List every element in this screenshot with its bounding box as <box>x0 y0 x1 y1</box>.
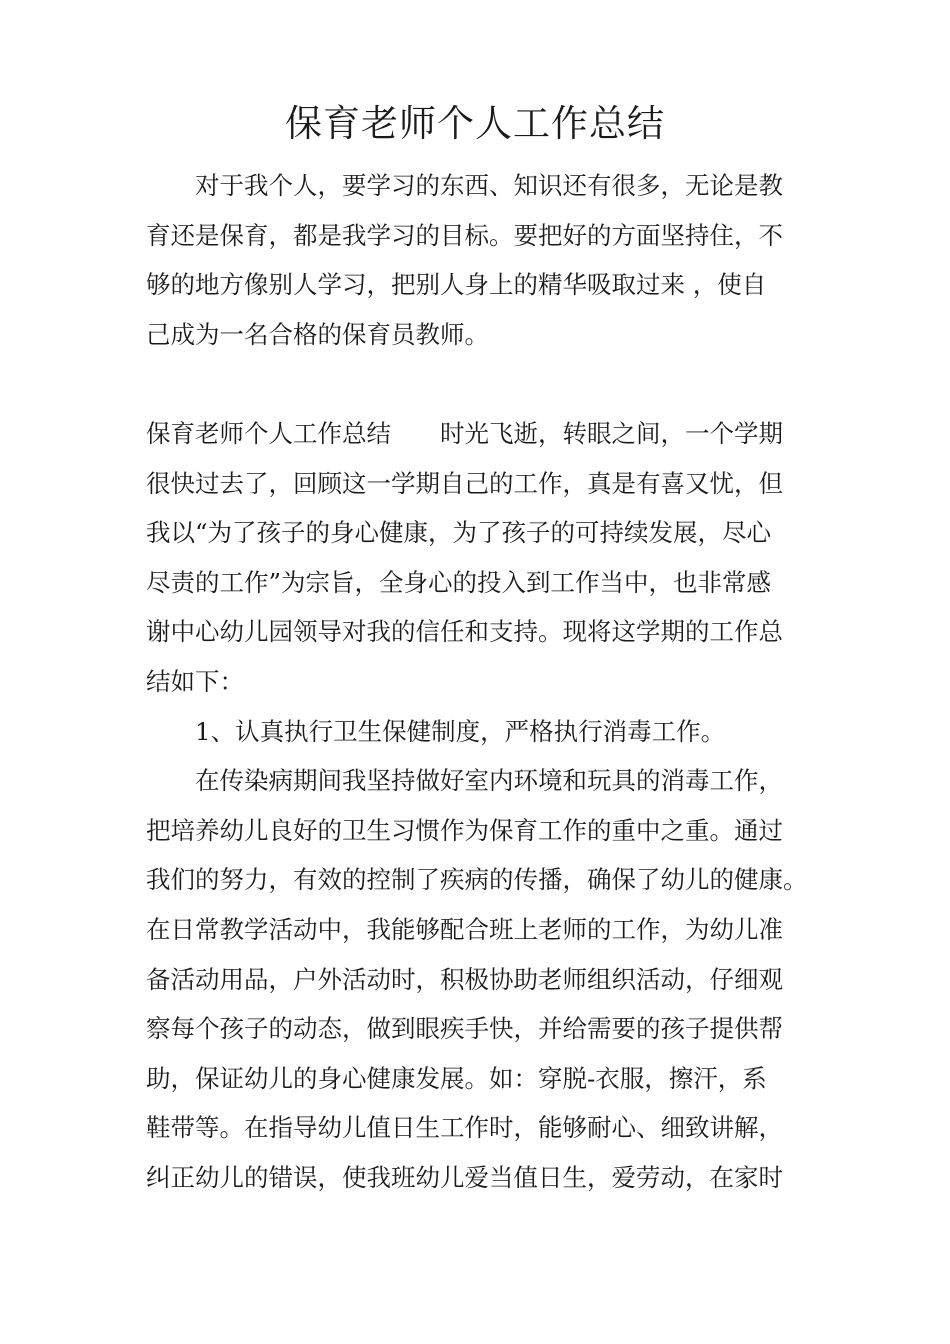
text-line: 备活动用品，户外活动时，积极协助老师组织活动，仔细观 <box>146 964 783 994</box>
text-line: 尽责的工作”为宗旨，全身心的投入到工作当中，也非常感 <box>146 567 772 597</box>
text-line: 够的地方像别人学习，把别人身上的精华吸取过来 ，使自 <box>146 270 767 300</box>
document-title: 保育老师个人工作总结 <box>285 102 665 145</box>
summary-body <box>146 409 826 1203</box>
text-line: 谢中心幼儿园领导对我的信任和支持。现将这学期的工作总 <box>146 617 783 647</box>
intro-paragraph <box>146 161 826 359</box>
text-line: 助，保证幼儿的身心健康发展。如：穿脱-衣服，擦汗，系 <box>146 1063 767 1093</box>
section-heading: 1、认真执行卫生保健制度，严格执行消毒工作。 <box>195 716 726 746</box>
text-line: 我们的努力，有效的控制了疾病的传播，确保了幼儿的健康。 <box>146 865 808 895</box>
text-line: 我以“为了孩子的身心健康，为了孩子的可持续发展，尽心 <box>146 518 772 548</box>
text-line: 察每个孩子的动态，做到眼疾手快，并给需要的孩子提供帮 <box>146 1014 783 1044</box>
text-line: 鞋带等。在指导幼儿值日生工作时，能够耐心、细致讲解， <box>146 1113 783 1143</box>
text-line: 己成为一名合格的保育员教师。 <box>146 319 489 349</box>
text-line: 育还是保育，都是我学习的目标。要把好的方面坚持住，不 <box>146 220 783 250</box>
text-line: 在日常教学活动中，我能够配合班上老师的工作，为幼儿准 <box>146 914 783 944</box>
text-line: 保育老师个人工作总结 时光飞逝，转眼之间，一个学期 <box>146 419 783 448</box>
text-line: 对于我个人，要学习的东西、知识还有很多，无论是教 <box>195 171 783 200</box>
text-line: 在传染病期间我坚持做好室内环境和玩具的消毒工作， <box>195 766 783 796</box>
text-line: 纠正幼儿的错误，使我班幼儿爱当值日生，爱劳动，在家时 <box>146 1162 783 1192</box>
text-line: 很快过去了，回顾这一学期自己的工作，真是有喜又忧，但 <box>146 468 783 498</box>
text-line: 把培养幼儿良好的卫生习惯作为保育工作的重中之重。通过 <box>146 815 783 845</box>
text-line: 结如下： <box>146 666 244 696</box>
